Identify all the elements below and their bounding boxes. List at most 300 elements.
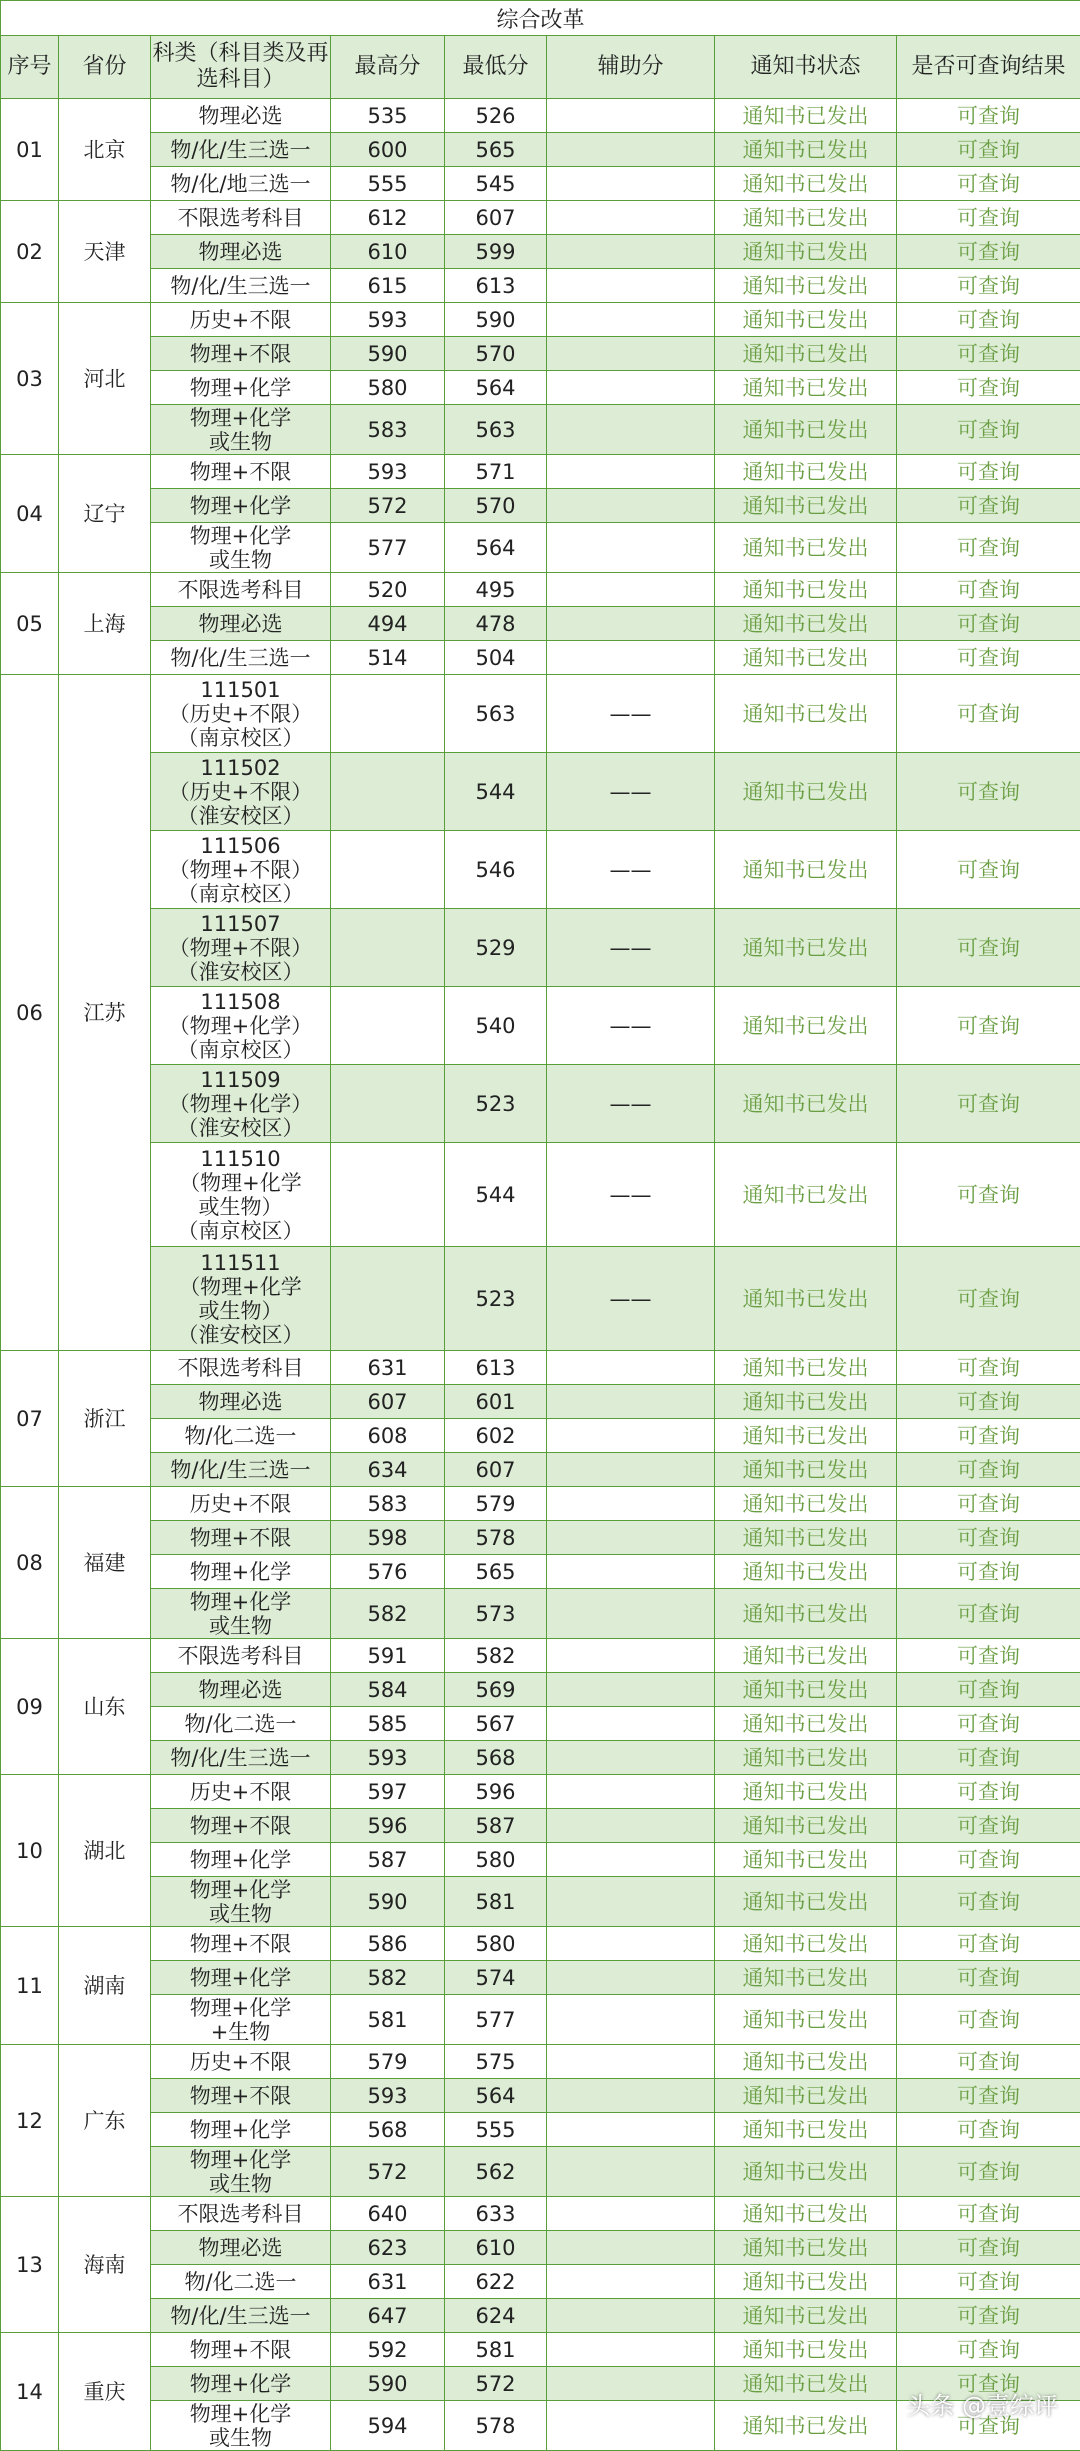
min-score-cell: 568 [445,1741,547,1775]
min-score-cell: 579 [445,1487,547,1521]
notice-status-cell: 通知书已发出 [715,523,897,573]
notice-status-cell: 通知书已发出 [715,1927,897,1961]
subject-cell: 物理+不限 [151,1809,331,1843]
subject-cell: 111510 （物理+化学 或生物） （南京校区） [151,1143,331,1247]
subject-cell: 物理+化学 或生物 [151,2401,331,2451]
query-result-cell: 可查询 [897,2231,1080,2265]
notice-status-cell: 通知书已发出 [715,607,897,641]
subject-cell: 物理+化学 [151,2367,331,2401]
min-score-cell: 599 [445,235,547,269]
query-result-cell: 可查询 [897,1385,1080,1419]
subject-cell: 物理+化学 [151,2113,331,2147]
aux-score-cell [547,1589,715,1639]
subject-cell: 物/化/生三选一 [151,641,331,675]
table-row [1,303,1080,337]
max-score-cell: 612 [331,201,445,235]
table-row [1,1707,1080,1741]
table-row [1,2197,1080,2231]
aux-score-cell [547,1555,715,1589]
subject-cell: 物理+化学 [151,371,331,405]
table-row [1,1961,1080,1995]
aux-score-cell [547,2333,715,2367]
notice-status-cell: 通知书已发出 [715,2367,897,2401]
table-row [1,523,1080,573]
aux-score-cell [547,2367,715,2401]
query-result-cell: 可查询 [897,2079,1080,2113]
query-result-cell: 可查询 [897,201,1080,235]
max-score-cell: 598 [331,1521,445,1555]
watermark: 头条 @壹综评 [906,2386,1058,2421]
notice-status-cell: 通知书已发出 [715,1809,897,1843]
aux-score-cell [547,1487,715,1521]
min-score-cell: 555 [445,2113,547,2147]
query-result-cell: 可查询 [897,99,1080,133]
seq-cell: 12 [1,2045,59,2197]
aux-score-cell [547,1741,715,1775]
aux-score-cell [547,133,715,167]
table-row [1,2113,1080,2147]
province-cell: 海南 [59,2197,151,2333]
query-result-cell: 可查询 [897,573,1080,607]
subject-cell: 历史+不限 [151,1775,331,1809]
province-cell: 江苏 [59,675,151,1351]
notice-status-cell: 通知书已发出 [715,405,897,455]
max-score-cell [331,1143,445,1247]
max-score-cell: 640 [331,2197,445,2231]
aux-score-cell [547,1385,715,1419]
province-cell: 湖南 [59,1927,151,2045]
max-score-cell: 577 [331,523,445,573]
query-result-cell: 可查询 [897,303,1080,337]
header-province: 省份 [59,36,151,99]
seq-cell: 14 [1,2333,59,2451]
query-result-cell: 可查询 [897,2265,1080,2299]
aux-score-cell [547,1673,715,1707]
table-row [1,455,1080,489]
subject-cell: 物理+化学 [151,489,331,523]
min-score-cell: 573 [445,1589,547,1639]
max-score-cell: 494 [331,607,445,641]
max-score-cell [331,675,445,753]
max-score-cell: 593 [331,303,445,337]
subject-cell: 物理+化学 或生物 [151,523,331,573]
min-score-cell: 564 [445,2079,547,2113]
notice-status-cell: 通知书已发出 [715,1143,897,1247]
min-score-cell: 540 [445,987,547,1065]
aux-score-cell [547,1995,715,2045]
query-result-cell: 可查询 [897,523,1080,573]
table-row [1,2079,1080,2113]
max-score-cell: 572 [331,489,445,523]
table-row [1,1351,1080,1385]
notice-status-cell: 通知书已发出 [715,2147,897,2197]
seq-cell: 07 [1,1351,59,1487]
query-result-cell: 可查询 [897,2299,1080,2333]
table-row [1,831,1080,909]
min-score-cell: 545 [445,167,547,201]
table-row [1,2147,1080,2197]
query-result-cell: 可查询 [897,1065,1080,1143]
notice-status-cell: 通知书已发出 [715,1555,897,1589]
min-score-cell: 564 [445,523,547,573]
aux-score-cell [547,2231,715,2265]
max-score-cell: 520 [331,573,445,607]
min-score-cell: 582 [445,1639,547,1673]
notice-status-cell: 通知书已发出 [715,1707,897,1741]
notice-status-cell: 通知书已发出 [715,1961,897,1995]
min-score-cell: 523 [445,1247,547,1351]
subject-cell: 111509 （物理+化学） （淮安校区） [151,1065,331,1143]
table-row [1,1927,1080,1961]
min-score-cell: 607 [445,201,547,235]
table-row [1,909,1080,987]
table-row [1,269,1080,303]
aux-score-cell [547,2147,715,2197]
min-score-cell: 633 [445,2197,547,2231]
query-result-cell: 可查询 [897,1809,1080,1843]
subject-cell: 物理+化学 或生物 [151,2147,331,2197]
max-score-cell [331,831,445,909]
notice-status-cell: 通知书已发出 [715,1419,897,1453]
aux-score-cell [547,99,715,133]
subject-cell: 111508 （物理+化学） （南京校区） [151,987,331,1065]
seq-cell: 02 [1,201,59,303]
subject-cell: 111511 （物理+化学 或生物） （淮安校区） [151,1247,331,1351]
notice-status-cell: 通知书已发出 [715,133,897,167]
province-cell: 河北 [59,303,151,455]
notice-status-cell: 通知书已发出 [715,201,897,235]
subject-cell: 历史+不限 [151,1487,331,1521]
aux-score-cell [547,2299,715,2333]
aux-score-cell [547,2401,715,2451]
query-result-cell: 可查询 [897,337,1080,371]
min-score-cell: 580 [445,1843,547,1877]
aux-score-cell [547,1453,715,1487]
max-score-cell: 597 [331,1775,445,1809]
max-score-cell: 593 [331,455,445,489]
province-cell: 北京 [59,99,151,201]
min-score-cell: 544 [445,753,547,831]
table-row [1,1247,1080,1351]
table-row [1,235,1080,269]
subject-cell: 历史+不限 [151,2045,331,2079]
query-result-cell: 可查询 [897,1555,1080,1589]
max-score-cell [331,753,445,831]
province-cell: 广东 [59,2045,151,2197]
max-score-cell: 631 [331,2265,445,2299]
min-score-cell: 610 [445,2231,547,2265]
aux-score-cell [547,167,715,201]
query-result-cell: 可查询 [897,235,1080,269]
subject-cell: 物理+化学 [151,1961,331,1995]
max-score-cell: 596 [331,1809,445,1843]
max-score-cell: 647 [331,2299,445,2333]
aux-score-cell [547,235,715,269]
min-score-cell: 601 [445,1385,547,1419]
max-score-cell [331,1247,445,1351]
notice-status-cell: 通知书已发出 [715,831,897,909]
table-row [1,1385,1080,1419]
query-result-cell: 可查询 [897,1673,1080,1707]
table-row [1,1995,1080,2045]
seq-cell: 04 [1,455,59,573]
min-score-cell: 495 [445,573,547,607]
query-result-cell: 可查询 [897,2401,1080,2451]
seq-cell: 06 [1,675,59,1351]
aux-score-cell [547,1775,715,1809]
query-result-cell: 可查询 [897,641,1080,675]
subject-cell: 物理必选 [151,235,331,269]
subject-cell: 物理必选 [151,2231,331,2265]
max-score-cell: 514 [331,641,445,675]
max-score-cell: 555 [331,167,445,201]
max-score-cell: 586 [331,1927,445,1961]
aux-score-cell: —— [547,753,715,831]
subject-cell: 不限选考科目 [151,2197,331,2231]
query-result-cell: 可查询 [897,133,1080,167]
subject-cell: 物理+化学 或生物 [151,1877,331,1927]
table-row [1,1555,1080,1589]
aux-score-cell [547,1877,715,1927]
query-result-cell: 可查询 [897,2367,1080,2401]
subject-cell: 不限选考科目 [151,1351,331,1385]
header-aux-score: 辅助分 [547,36,715,99]
subject-cell: 物理+不限 [151,1927,331,1961]
province-cell: 湖北 [59,1775,151,1927]
notice-status-cell: 通知书已发出 [715,1351,897,1385]
aux-score-cell [547,2265,715,2299]
subject-cell: 不限选考科目 [151,1639,331,1673]
max-score-cell: 594 [331,2401,445,2451]
notice-status-cell: 通知书已发出 [715,1521,897,1555]
province-cell: 辽宁 [59,455,151,573]
notice-status-cell: 通知书已发出 [715,1385,897,1419]
min-score-cell: 544 [445,1143,547,1247]
query-result-cell: 可查询 [897,1589,1080,1639]
query-result-cell: 可查询 [897,831,1080,909]
seq-cell: 03 [1,303,59,455]
subject-cell: 物/化/生三选一 [151,133,331,167]
aux-score-cell: —— [547,909,715,987]
max-score-cell: 572 [331,2147,445,2197]
min-score-cell: 572 [445,2367,547,2401]
province-cell: 上海 [59,573,151,675]
province-cell: 重庆 [59,2333,151,2451]
query-result-cell: 可查询 [897,2197,1080,2231]
aux-score-cell [547,201,715,235]
query-result-cell: 可查询 [897,1351,1080,1385]
table-row [1,201,1080,235]
max-score-cell: 623 [331,2231,445,2265]
query-result-cell: 可查询 [897,987,1080,1065]
notice-status-cell: 通知书已发出 [715,2197,897,2231]
max-score-cell [331,909,445,987]
seq-cell: 08 [1,1487,59,1639]
table-row [1,2265,1080,2299]
min-score-cell: 563 [445,675,547,753]
subject-cell: 不限选考科目 [151,573,331,607]
aux-score-cell: —— [547,1247,715,1351]
subject-cell: 物/化/生三选一 [151,269,331,303]
table-row [1,2045,1080,2079]
notice-status-cell: 通知书已发出 [715,455,897,489]
max-score-cell: 610 [331,235,445,269]
subject-cell: 111502 （历史+不限） （淮安校区） [151,753,331,831]
table-row [1,1065,1080,1143]
aux-score-cell [547,405,715,455]
table-row [1,1419,1080,1453]
seq-cell: 05 [1,573,59,675]
aux-score-cell [547,269,715,303]
table-row [1,2231,1080,2265]
max-score-cell: 584 [331,1673,445,1707]
notice-status-cell: 通知书已发出 [715,641,897,675]
table-row [1,2333,1080,2367]
aux-score-cell [547,641,715,675]
query-result-cell: 可查询 [897,753,1080,831]
subject-cell: 物/化二选一 [151,1707,331,1741]
max-score-cell: 583 [331,1487,445,1521]
table-row [1,1639,1080,1673]
max-score-cell: 535 [331,99,445,133]
query-result-cell: 可查询 [897,455,1080,489]
query-result-cell: 可查询 [897,607,1080,641]
aux-score-cell [547,573,715,607]
query-result-cell: 可查询 [897,909,1080,987]
notice-status-cell: 通知书已发出 [715,573,897,607]
aux-score-cell [547,523,715,573]
aux-score-cell [547,607,715,641]
subject-cell: 物理+化学 [151,1555,331,1589]
min-score-cell: 575 [445,2045,547,2079]
subject-cell: 历史+不限 [151,303,331,337]
table-row [1,987,1080,1065]
max-score-cell: 568 [331,2113,445,2147]
query-result-cell: 可查询 [897,405,1080,455]
header-max-score: 最高分 [331,36,445,99]
aux-score-cell [547,1809,715,1843]
min-score-cell: 565 [445,133,547,167]
notice-status-cell: 通知书已发出 [715,753,897,831]
aux-score-cell [547,337,715,371]
aux-score-cell: —— [547,987,715,1065]
min-score-cell: 613 [445,269,547,303]
notice-status-cell: 通知书已发出 [715,2265,897,2299]
subject-cell: 物理+化学 [151,1843,331,1877]
subject-cell: 物理+不限 [151,1521,331,1555]
subject-cell: 物/化/地三选一 [151,167,331,201]
query-result-cell: 可查询 [897,489,1080,523]
notice-status-cell: 通知书已发出 [715,1843,897,1877]
notice-status-cell: 通知书已发出 [715,2333,897,2367]
table-row [1,99,1080,133]
min-score-cell: 577 [445,1995,547,2045]
subject-cell: 物/化/生三选一 [151,1453,331,1487]
notice-status-cell: 通知书已发出 [715,675,897,753]
table-body [1,99,1080,2451]
notice-status-cell: 通知书已发出 [715,2079,897,2113]
query-result-cell: 可查询 [897,2333,1080,2367]
notice-status-cell: 通知书已发出 [715,235,897,269]
aux-score-cell [547,2045,715,2079]
max-score-cell: 590 [331,1877,445,1927]
table-row [1,133,1080,167]
notice-status-cell: 通知书已发出 [715,99,897,133]
aux-score-cell [547,303,715,337]
max-score-cell: 583 [331,405,445,455]
aux-score-cell [547,1351,715,1385]
table-row [1,1487,1080,1521]
subject-cell: 物/化二选一 [151,2265,331,2299]
min-score-cell: 570 [445,337,547,371]
min-score-cell: 581 [445,1877,547,1927]
query-result-cell: 可查询 [897,1741,1080,1775]
aux-score-cell [547,1961,715,1995]
seq-cell: 11 [1,1927,59,2045]
min-score-cell: 529 [445,909,547,987]
notice-status-cell: 通知书已发出 [715,1775,897,1809]
notice-status-cell: 通知书已发出 [715,371,897,405]
max-score-cell: 582 [331,1589,445,1639]
header-seq: 序号 [1,36,59,99]
query-result-cell: 可查询 [897,1877,1080,1927]
query-result-cell: 可查询 [897,1995,1080,2045]
max-score-cell: 600 [331,133,445,167]
aux-score-cell: —— [547,675,715,753]
notice-status-cell: 通知书已发出 [715,987,897,1065]
max-score-cell: 581 [331,1995,445,2045]
table-row [1,337,1080,371]
min-score-cell: 565 [445,1555,547,1589]
notice-status-cell: 通知书已发出 [715,337,897,371]
aux-score-cell [547,2113,715,2147]
table-row [1,1809,1080,1843]
query-result-cell: 可查询 [897,167,1080,201]
aux-score-cell [547,455,715,489]
query-result-cell: 可查询 [897,1143,1080,1247]
notice-status-cell: 通知书已发出 [715,1673,897,1707]
table-row [1,2299,1080,2333]
aux-score-cell [547,2197,715,2231]
subject-cell: 物理+化学 或生物 [151,1589,331,1639]
province-cell: 山东 [59,1639,151,1775]
max-score-cell: 592 [331,2333,445,2367]
max-score-cell: 579 [331,2045,445,2079]
subject-cell: 物理+化学 或生物 [151,405,331,455]
query-result-cell: 可查询 [897,1247,1080,1351]
table-row [1,573,1080,607]
table-row [1,489,1080,523]
query-result-cell: 可查询 [897,1707,1080,1741]
query-result-cell: 可查询 [897,1775,1080,1809]
aux-score-cell: —— [547,1065,715,1143]
notice-status-cell: 通知书已发出 [715,1453,897,1487]
subject-cell: 物理必选 [151,1673,331,1707]
table-row [1,675,1080,753]
subject-cell: 不限选考科目 [151,201,331,235]
max-score-cell: 591 [331,1639,445,1673]
min-score-cell: 607 [445,1453,547,1487]
subject-cell: 物/化/生三选一 [151,1741,331,1775]
max-score-cell: 590 [331,2367,445,2401]
max-score-cell: 593 [331,1741,445,1775]
header-min-score: 最低分 [445,36,547,99]
min-score-cell: 602 [445,1419,547,1453]
province-cell: 天津 [59,201,151,303]
table-row [1,405,1080,455]
seq-cell: 09 [1,1639,59,1775]
notice-status-cell: 通知书已发出 [715,1877,897,1927]
